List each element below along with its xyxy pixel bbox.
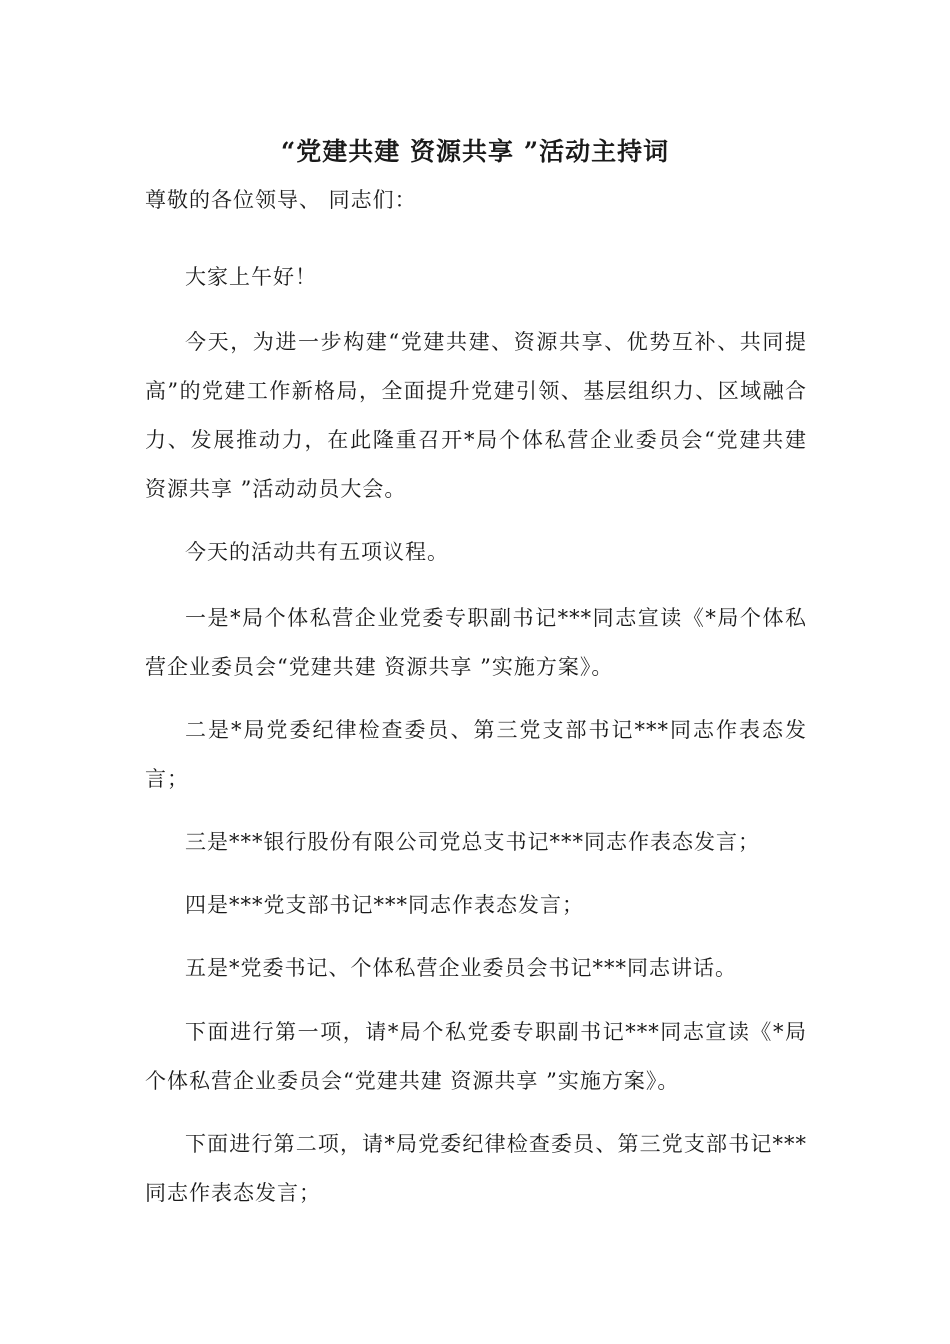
paragraph-greeting: 大家上午好！	[185, 265, 317, 289]
paragraph-agenda-item-2: 二是*局党委纪律检查委员、第三党支部书记***同志作表态发言；	[145, 718, 807, 791]
salutation: 尊敬的各位领导、 同志们：	[145, 188, 417, 212]
paragraph-agenda-item-4: 四是***党支部书记***同志作表态发言；	[185, 893, 584, 917]
paragraph-agenda-item-1: 一是*局个体私营企业党委专职副书记***同志宣读《*局个体私营企业委员会“党建共建 资源共享 ”实施方案》。	[145, 606, 807, 679]
paragraph-step-1: 下面进行第一项，请*局个私党委专职副书记***同志宣读《*局个体私营企业委员会“党建共建 资源共享 ”实施方案》。	[145, 1020, 807, 1093]
document-title: “党建共建 资源共享 ”活动主持词	[280, 137, 670, 166]
paragraph-agenda-count: 今天的活动共有五项议程。	[185, 540, 449, 564]
paragraph-intro: 今天，为进一步构建“党建共建、资源共享、优势互补、共同提高”的党建工作新格局，全面提升党建引领、基层组织力、区域融合力、发展推动力，在此隆重召开*局个体私营企业委员会“党建共建 资源共享 ”活动动员大会。	[145, 330, 807, 501]
paragraph-step-2: 下面进行第二项，请*局党委纪律检查委员、第三党支部书记***同志作表态发言；	[145, 1132, 807, 1205]
paragraph-agenda-item-5: 五是*党委书记、个体私营企业委员会书记***同志讲话。	[185, 956, 737, 980]
paragraph-agenda-item-3: 三是***银行股份有限公司党总支书记***同志作表态发言；	[185, 830, 760, 854]
